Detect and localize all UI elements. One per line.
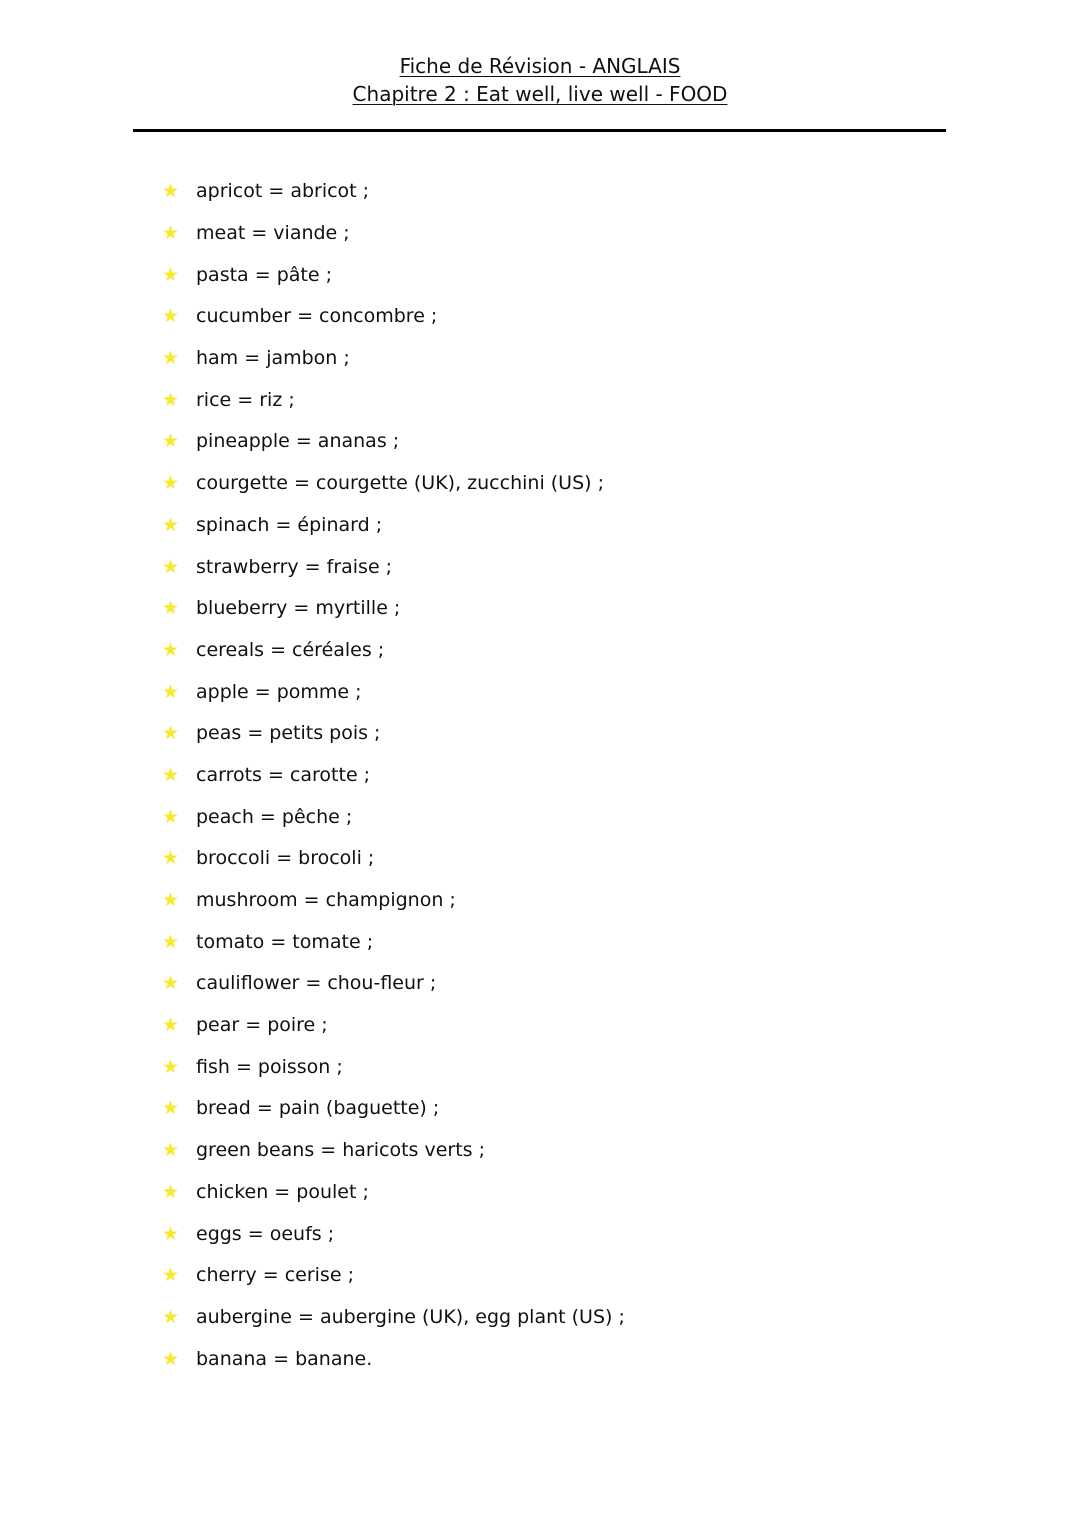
list-item: [162, 379, 625, 421]
vocabulary-entry: cucumber = concombre ;: [196, 305, 438, 328]
vocabulary-entry: blueberry = myrtille ;: [196, 597, 401, 620]
star-icon: ★: [162, 680, 180, 703]
vocabulary-entry: peas = petits pois ;: [196, 722, 381, 745]
vocabulary-entry: fish = poisson ;: [196, 1055, 343, 1078]
star-icon: ★: [162, 388, 180, 411]
star-icon: ★: [162, 430, 180, 453]
star-icon: ★: [162, 263, 180, 286]
star-icon: ★: [162, 513, 180, 536]
chapter-title: Chapitre 2 : Eat well, live well - FOOD: [352, 82, 728, 106]
vocabulary-entry: green beans = haricots verts ;: [196, 1139, 486, 1162]
vocabulary-entry: tomato = tomate ;: [196, 930, 374, 953]
vocabulary-entry: rice = riz ;: [196, 388, 295, 411]
star-icon: ★: [162, 1305, 180, 1328]
vocabulary-entry: courgette = courgette (UK), zucchini (US) ;: [196, 472, 604, 495]
star-icon: ★: [162, 1014, 180, 1037]
list-item: [162, 1255, 625, 1297]
list-item: [162, 505, 625, 547]
vocabulary-entry: chicken = poulet ;: [196, 1180, 369, 1203]
vocabulary-entry: apple = pomme ;: [196, 680, 362, 703]
list-item: [162, 713, 625, 755]
vocabulary-entry: mushroom = champignon ;: [196, 889, 456, 912]
star-icon: ★: [162, 472, 180, 495]
vocabulary-entry: pasta = pâte ;: [196, 263, 332, 286]
document-header: [0, 52, 1080, 108]
star-icon: ★: [162, 847, 180, 870]
vocabulary-entry: aubergine = aubergine (UK), egg plant (US) ;: [196, 1305, 625, 1328]
list-item: [162, 1005, 625, 1047]
list-item: [162, 963, 625, 1005]
vocabulary-entry: cereals = céréales ;: [196, 638, 385, 661]
list-item: [162, 1130, 625, 1172]
list-item: [162, 838, 625, 880]
list-item: [162, 463, 625, 505]
list-item: [162, 796, 625, 838]
vocabulary-entry: cauliflower = chou-fleur ;: [196, 972, 437, 995]
star-icon: ★: [162, 305, 180, 328]
list-item: [162, 296, 625, 338]
vocabulary-entry: bread = pain (baguette) ;: [196, 1097, 440, 1120]
list-item: [162, 1088, 625, 1130]
star-icon: ★: [162, 1139, 180, 1162]
star-icon: ★: [162, 1180, 180, 1203]
star-icon: ★: [162, 1264, 180, 1287]
vocabulary-entry: spinach = épinard ;: [196, 513, 383, 536]
list-item: [162, 671, 625, 713]
list-item: [162, 921, 625, 963]
star-icon: ★: [162, 555, 180, 578]
vocabulary-entry: eggs = oeufs ;: [196, 1222, 335, 1245]
list-item: [162, 755, 625, 797]
star-icon: ★: [162, 638, 180, 661]
star-icon: ★: [162, 972, 180, 995]
document-title: Fiche de Révision - ANGLAIS: [399, 54, 681, 78]
star-icon: ★: [162, 1347, 180, 1370]
vocabulary-entry: cherry = cerise ;: [196, 1264, 354, 1287]
vocabulary-entry: strawberry = fraise ;: [196, 555, 393, 578]
vocabulary-entry: meat = viande ;: [196, 222, 350, 245]
list-item: [162, 1213, 625, 1255]
list-item: [162, 630, 625, 672]
vocabulary-entry: apricot = abricot ;: [196, 180, 370, 203]
star-icon: ★: [162, 930, 180, 953]
star-icon: ★: [162, 763, 180, 786]
list-item: [162, 1297, 625, 1339]
star-icon: ★: [162, 347, 180, 370]
star-icon: ★: [162, 722, 180, 745]
vocabulary-entry: broccoli = brocoli ;: [196, 847, 375, 870]
list-item: [162, 588, 625, 630]
star-icon: ★: [162, 597, 180, 620]
vocabulary-entry: pineapple = ananas ;: [196, 430, 400, 453]
star-icon: ★: [162, 222, 180, 245]
list-item: [162, 171, 625, 213]
list-item: [162, 338, 625, 380]
list-item: [162, 880, 625, 922]
list-item: [162, 1172, 625, 1214]
list-item: [162, 546, 625, 588]
star-icon: ★: [162, 1097, 180, 1120]
star-icon: ★: [162, 889, 180, 912]
vocabulary-entry: ham = jambon ;: [196, 347, 350, 370]
vocabulary-entry: peach = pêche ;: [196, 805, 353, 828]
vocabulary-entry: carrots = carotte ;: [196, 763, 371, 786]
list-item: [162, 421, 625, 463]
list-item: [162, 213, 625, 255]
star-icon: ★: [162, 1055, 180, 1078]
vocabulary-entry: pear = poire ;: [196, 1014, 328, 1037]
list-item: [162, 1046, 625, 1088]
list-item: [162, 254, 625, 296]
star-icon: ★: [162, 805, 180, 828]
header-divider: [133, 129, 946, 132]
vocabulary-list: [162, 171, 625, 1380]
star-icon: ★: [162, 1222, 180, 1245]
star-icon: ★: [162, 180, 180, 203]
vocabulary-entry: banana = banane.: [196, 1347, 373, 1370]
list-item: [162, 1338, 625, 1380]
